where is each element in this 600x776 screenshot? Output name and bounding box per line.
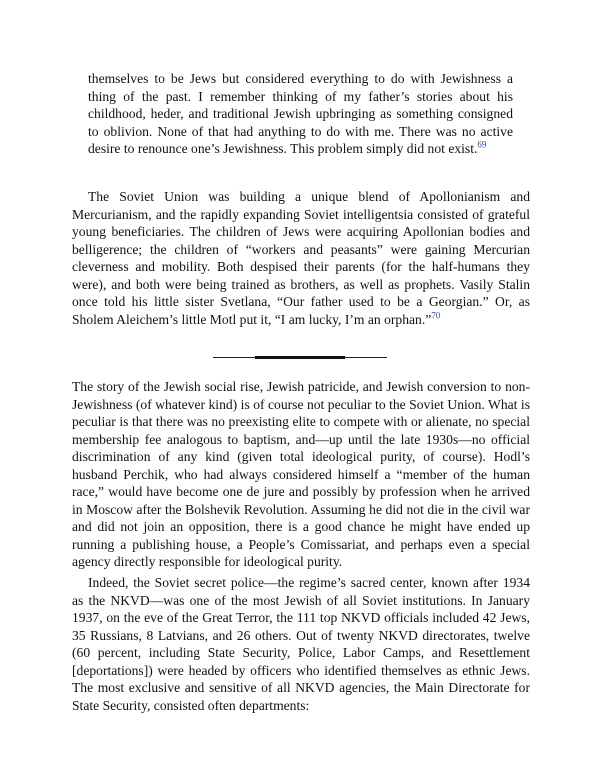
paragraph <box>72 574 530 714</box>
divider-accent <box>255 356 345 359</box>
paragraph <box>72 378 530 571</box>
paragraph <box>72 188 530 328</box>
section-divider <box>213 357 387 358</box>
quote-text: themselves to be Jews but considered everything to do with Jewishness a thing of the past. I remember thinking of my father’s stories about his childhood, heder, and traditional Jewish upbringing as something consigned to oblivion. None of that had anything to do with me. There was no active desire to renounce one’s Jewishness. This problem simply did not exist. <box>88 71 513 156</box>
footnote-ref-70[interactable]: 70 <box>431 309 441 320</box>
paragraph-text: The Soviet Union was building a unique blend of Apollonianism and Mercurianism, and the rapidly expanding Soviet intelligentsia consisted of grateful young beneficiaries. The children of Jews were acquiring Apollonian bodies and belligerence; the children of “workers and peasants” were gaining Mercurian cleverness and mobility. Both despised their parents (for the half-humans they were), and both were being trained as brothers, as well as prophets. Vasily Stalin once told his little sister Svetlana, “Our father used to be a Georgian.” Or, as Sholem Aleichem’s little Motl put it, “I am lucky, I’m an orphan.” <box>72 189 530 327</box>
paragraph-text: Indeed, the Soviet secret police—the regime’s sacred center, known after 1934 as the NKVD—was one of the most Jewish of all Soviet institutions. In January 1937, on the eve of the Great Terror, the 111 top NKVD officials included 42 Jews, 35 Russians, 8 Latvians, and 26 others. Out of twenty NKVD directorates, twelve (60 percent, including State Security, Police, Labor Camps, and Resettlement [deportations]) were headed by officers who identified themselves as ethnic Jews. The most exclusive and sensitive of all NKVD agencies, the Main Directorate for State Security, consisted often departments: <box>72 575 530 713</box>
footnote-ref-69[interactable]: 69 <box>477 139 487 150</box>
paragraph-text: The story of the Jewish social rise, Jewish patricide, and Jewish conversion to non-Jewishness (of whatever kind) is of course not peculiar to the Soviet Union. What is peculiar is that there was no preexisting elite to compete with or alienate, no special membership fee analogous to baptism, and—up until the late 1930s—no official discrimination of any kind (given total ideological purity, of course). Hodl’s husband Perchik, who had always considered himself a “member of the human race,” would have become one de jure and possibly by profession when he arrived in Moscow after the Bolshevik Revolution. Assuming he did not die in the civil war and did not join an opposition, there is a good chance he might have ended up running a publishing house, a People’s Comissariat, and perhaps even a special agency directly responsible for ideological purity. <box>72 379 530 569</box>
block-quote <box>88 70 513 158</box>
